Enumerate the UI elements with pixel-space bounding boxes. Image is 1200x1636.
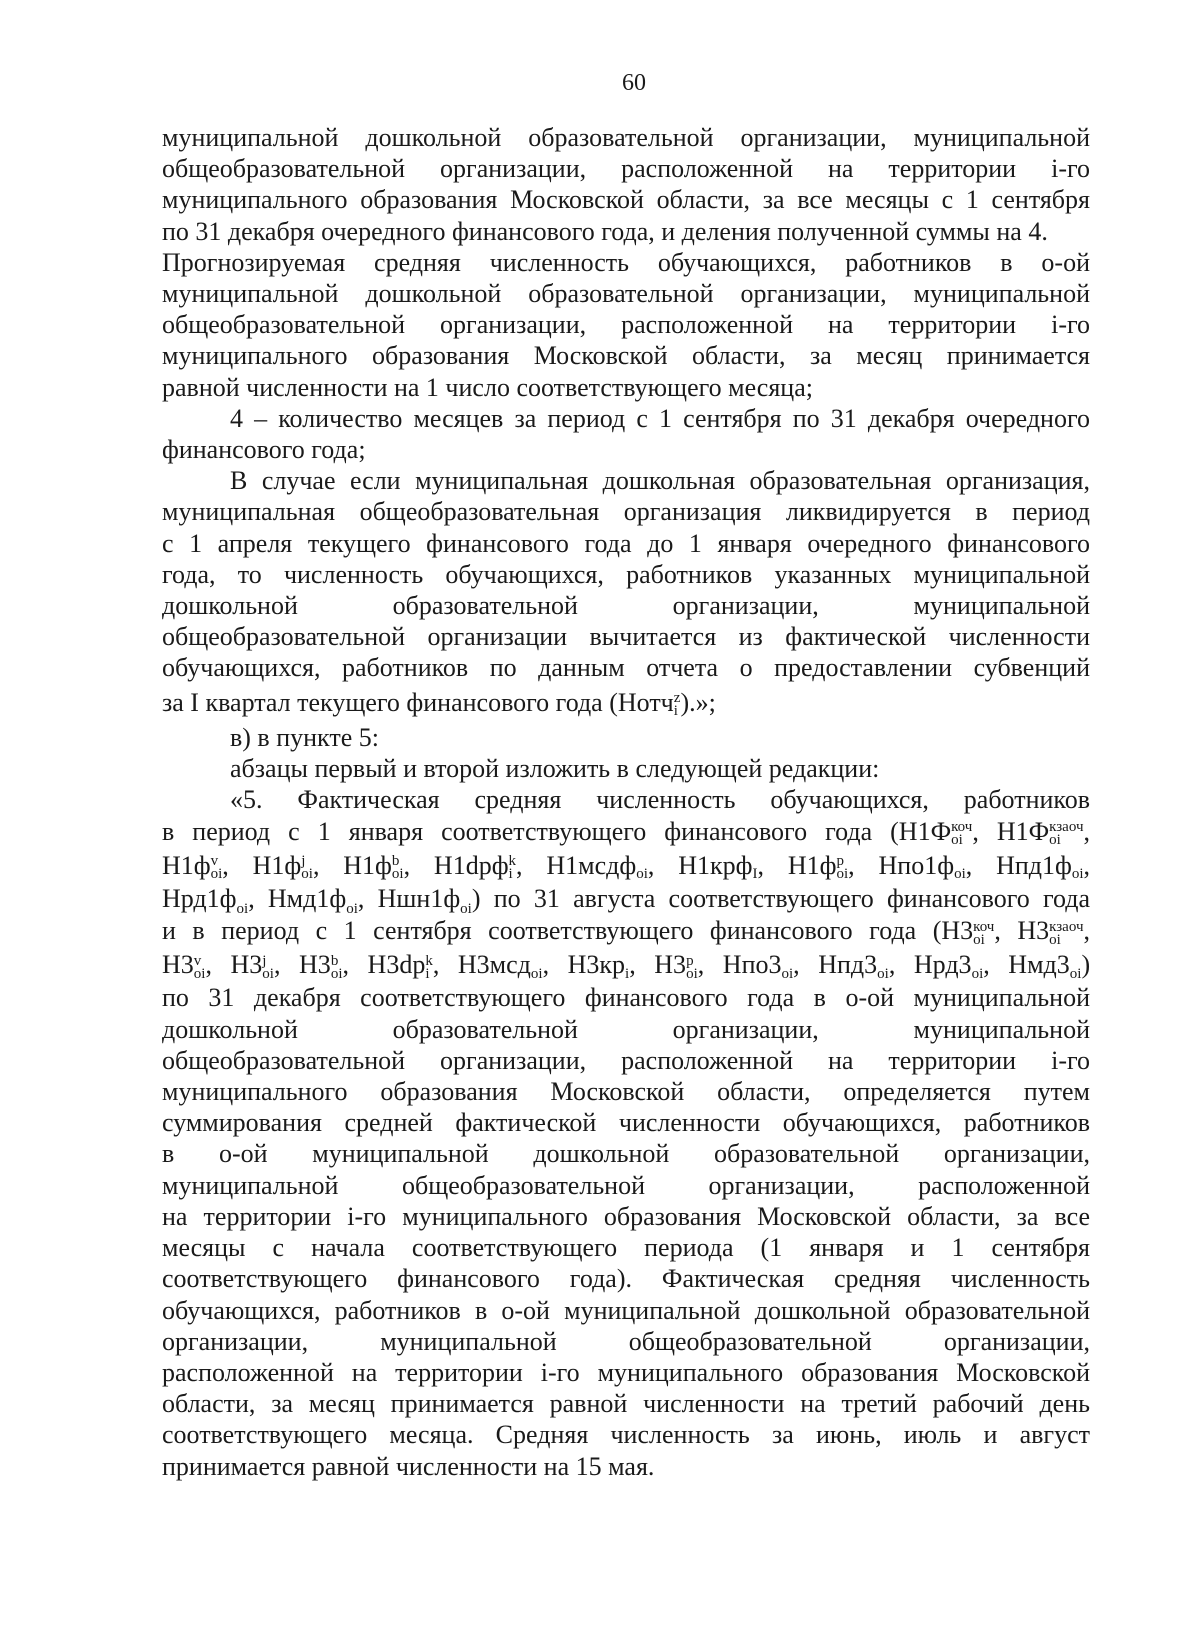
formula-indices <box>686 952 698 982</box>
formula-sub: oi <box>971 965 984 982</box>
formula-sep: , <box>793 950 800 980</box>
formula-indices <box>330 952 343 982</box>
formula-sup: b <box>330 952 339 969</box>
text-fragment: по 31 августа соответствующего финансового года <box>480 884 1090 914</box>
text-line: расположенной на территории i-го муниципального образования Московской <box>162 1357 1090 1387</box>
text-line: по 31 декабря очередного финансового года, и деления полученной суммы на 4. <box>162 216 1048 246</box>
text-line: муниципального образования Московской области, определяется путем <box>162 1077 1090 1107</box>
formula-indices <box>972 955 984 981</box>
text-line: принимается равной численности на 15 мая. <box>162 1451 655 1481</box>
formula-sup: j <box>301 853 306 870</box>
formula-sub: oi <box>193 965 206 982</box>
formula-sup: j <box>262 952 267 969</box>
formula-indices <box>301 855 313 881</box>
formula-sub: oi <box>1069 965 1082 982</box>
formula-term <box>818 950 896 982</box>
formula-sup: k <box>425 952 433 969</box>
text-line: финансового года; <box>162 435 366 465</box>
formula-term <box>457 950 550 982</box>
formula-sub: oi <box>210 866 223 883</box>
formula-base: Нотч <box>617 687 674 717</box>
page-number: 60 <box>622 70 646 96</box>
formula-items <box>162 884 481 918</box>
formula-base: Ншн1ф <box>377 884 461 914</box>
formula-sub: oi <box>530 965 543 982</box>
formula-sup: кзаоч <box>1049 918 1084 935</box>
text-line: общеобразовательной организации, расположенной на территории i-го <box>162 1045 1090 1075</box>
formula-sub: oi <box>686 965 698 982</box>
formula-sep: , <box>757 851 765 881</box>
text-line: муниципальная общеобразовательная организация ликвидируется в период <box>162 497 1090 527</box>
formula-sub: oi <box>460 901 472 918</box>
formula-indices <box>877 955 889 981</box>
formula-sub: oi <box>636 866 648 883</box>
formula-indices <box>1070 955 1082 981</box>
formula-sup: v <box>193 952 202 969</box>
formula-base: Нпд1ф <box>996 851 1072 881</box>
text-fragment: , Н1Ф <box>972 817 1050 847</box>
text-line: дошкольной образовательной организации, муниципальной <box>162 1014 1090 1044</box>
formula-base: Н1ф <box>787 851 837 881</box>
text-line: месяцы с начала соответствующего периода (1 января и 1 сентября <box>162 1233 1090 1263</box>
formula-base: Н3кр <box>567 950 626 980</box>
text-line-subpoint: в) в пункте 5: <box>230 722 379 752</box>
formula-sub: oi <box>951 832 963 849</box>
formula-sup: p <box>836 853 844 870</box>
formula-sep: , <box>542 950 550 980</box>
formula-indices <box>951 821 972 847</box>
text-line: области, за месяц принимается равной численности на третий рабочий день <box>162 1389 1090 1419</box>
formula-sep: , <box>357 884 365 914</box>
text-line: общеобразовательной организации вычитается из фактической численности <box>162 622 1090 652</box>
formula-indices <box>211 855 223 881</box>
formula-line-3 <box>162 948 1090 982</box>
formula-sep: , <box>205 950 212 980</box>
text-block-1 <box>162 122 1090 684</box>
text-fragment: за I квартал текущего финансового года ( <box>162 687 618 717</box>
formula-term <box>678 851 765 883</box>
text-line: с 1 апреля текущего финансового года до 1 января очередного финансового <box>162 528 1090 558</box>
formula-sup: коч <box>951 819 973 836</box>
formula-sub: oi <box>836 866 849 883</box>
text-line: 4 – количество месяцев за период с 1 сентября по 31 декабря очередного <box>230 403 1090 433</box>
formula-term <box>267 884 365 918</box>
formula-sub: oi <box>781 965 794 982</box>
formula-sep: , <box>983 950 990 980</box>
formula-sep: , <box>647 851 655 881</box>
formula-indices <box>425 952 433 982</box>
formula-sub: oi <box>346 901 358 918</box>
formula-base: Нрд1ф <box>162 884 237 914</box>
formula-term <box>230 950 281 982</box>
formula-base: Н1крф <box>678 851 753 881</box>
formula-sep: , <box>965 851 973 881</box>
formula-base: Н1мсдф <box>546 851 637 881</box>
formula-term <box>787 851 855 883</box>
document-body <box>162 122 1090 1482</box>
formula-sep: , <box>432 950 440 980</box>
formula-sub: oi <box>1049 832 1061 849</box>
formula-base: Н1ф <box>162 851 211 881</box>
text-line-period-jan <box>162 815 1090 849</box>
text-fragment: и в период с 1 сентября соответствующего финансового года (Н3 <box>162 916 974 946</box>
formula-term <box>162 851 229 883</box>
text-line: дошкольной образовательной организации, муниципальной <box>162 591 1090 621</box>
formula-indices <box>531 955 543 981</box>
formula-sep: , <box>1083 851 1091 881</box>
formula-sep: , <box>516 851 523 881</box>
text-fragment: , <box>1083 916 1090 946</box>
formula-sep: , <box>629 950 636 980</box>
formula-base: Н3 <box>162 950 194 980</box>
formula-term <box>913 950 990 982</box>
formula-term <box>1008 950 1091 982</box>
formula-sep: , <box>697 950 705 980</box>
formula-sub: oi <box>236 901 249 918</box>
formula-sub: i <box>625 965 630 982</box>
formula-term <box>299 950 349 982</box>
text-line: соответствующего финансового года). Фактическая средняя численность <box>162 1264 1090 1294</box>
text-fragment: , Н3 <box>994 916 1050 946</box>
text-line: по 31 декабря соответствующего финансового года в о-ой муниципальной <box>162 983 1090 1013</box>
formula-indices <box>837 855 849 881</box>
text-line: муниципальной общеобразовательной организации, расположенной <box>162 1170 1090 1200</box>
formula-sub: oi <box>1071 866 1084 883</box>
formula-term <box>567 950 636 982</box>
text-fragment: в период с 1 января соответствующего финансового года (Н1Ф <box>162 817 952 847</box>
formula-base: Нмд1ф <box>267 884 347 914</box>
formula-sub: oi <box>330 965 343 982</box>
text-line: в о-ой муниципальной дошкольной образовательной организации, <box>162 1139 1090 1169</box>
formula-sup: коч <box>973 918 995 935</box>
formula-base: Н3мсд <box>457 950 531 980</box>
formula-term <box>377 884 481 918</box>
formula-indices <box>392 855 404 881</box>
formula-base: Нрд3 <box>913 950 972 980</box>
formula-sep: ) <box>471 884 481 914</box>
formula-base: Нмд3 <box>1008 950 1070 980</box>
formula-sub: oi <box>1049 931 1061 948</box>
formula-sep: , <box>342 950 349 980</box>
formula-term <box>252 851 320 883</box>
text-line: обучающихся, работников в о-ой муниципальной дошкольной образовательной <box>162 1295 1090 1325</box>
formula-sep: , <box>848 851 855 881</box>
formula-sub: oi <box>262 965 274 982</box>
formula-term <box>433 851 523 883</box>
formula-sep: , <box>222 851 229 881</box>
text-line: организации, муниципальной общеобразовательной организации, <box>162 1326 1090 1356</box>
formula-sub: i <box>508 866 513 883</box>
formula-base: Н1dрф <box>433 851 509 881</box>
formula-indices <box>636 855 648 881</box>
formula-indices <box>1072 855 1084 881</box>
text-line: общеобразовательной организации, расположенной на территории i-го <box>162 154 1090 184</box>
formula-sub: oi <box>954 866 966 883</box>
text-line: муниципального образования Московской области, за все месяцы с 1 сентября <box>162 185 1090 215</box>
formula-term <box>162 950 212 982</box>
formula-sup: k <box>508 853 517 870</box>
text-line: года, то численность обучающихся, работников указанных муниципальной <box>162 559 1090 589</box>
formula-notch <box>618 688 681 717</box>
text-block-2 <box>162 982 1090 1481</box>
formula-sup: кзаоч <box>1049 819 1084 836</box>
formula-sup: b <box>391 853 400 870</box>
formula-indices <box>509 855 517 881</box>
formula-sep: , <box>312 851 320 881</box>
formula-indices <box>193 952 206 982</box>
formula-sub: oi <box>877 965 889 982</box>
formula-term <box>367 950 440 982</box>
formula-sub: i <box>673 702 678 719</box>
text-line: Прогнозируемая средняя численность обучающихся, работников в о-ой <box>162 247 1090 277</box>
text-line: обучающихся, работников по данным отчета о предоставлении субвенций <box>162 653 1090 683</box>
formula-base: Н1ф <box>343 851 392 881</box>
formula-sep: , <box>888 950 896 980</box>
text-line: равной численности на 1 число соответствующего месяца; <box>162 372 813 402</box>
formula-sep: , <box>248 884 255 914</box>
formula-base: Нпо3 <box>722 950 782 980</box>
formula-sep: ) <box>1081 950 1091 980</box>
text-line: соответствующего месяца. Средняя численность за июнь, июль и август <box>162 1420 1090 1450</box>
formula-indices <box>954 855 966 881</box>
formula-base: Н3dр <box>367 950 426 980</box>
text-line-period-sep <box>162 914 1090 948</box>
formula-sub: oi <box>391 866 404 883</box>
text-line: В случае если муниципальная дошкольная образовательная организация, <box>230 466 1090 496</box>
text-line: суммирования средней фактической численности обучающихся, работников <box>162 1108 1090 1138</box>
formula-term <box>343 851 411 883</box>
formula-term <box>546 851 655 883</box>
formula-term <box>162 884 255 918</box>
formula-indices <box>1049 821 1083 847</box>
text-line: муниципального образования Московской области, за месяц принимается <box>162 341 1090 371</box>
formula-base: Н3 <box>230 950 263 980</box>
formula-sub: i <box>425 965 430 982</box>
text-line: муниципальной дошкольной образовательной организации, муниципальной <box>162 279 1090 309</box>
formula-sup: p <box>686 952 694 969</box>
formula-sup: v <box>210 853 219 870</box>
text-line-quarter <box>162 684 1090 722</box>
formula-sub: I <box>752 866 758 883</box>
text-line: общеобразовательной организации, расположенной на территории i-го <box>162 310 1090 340</box>
text-line-point5: «5. Фактическая средняя численность обучающихся, работников <box>230 785 1090 815</box>
formula-base: Н1ф <box>252 851 302 881</box>
formula-term <box>996 851 1091 883</box>
formula-sub: oi <box>973 931 985 948</box>
formula-term <box>654 950 705 982</box>
formula-line-1 <box>162 849 1090 883</box>
formula-indices <box>973 918 995 948</box>
formula-sup: z <box>673 689 681 706</box>
text-line-paragraphs: абзацы первый и второй изложить в следующей редакции: <box>230 753 880 783</box>
text-line: муниципальной дошкольной образовательной организации, муниципальной <box>162 123 1090 152</box>
formula-base: Н3 <box>299 950 331 980</box>
formula-line-2 <box>162 883 1090 918</box>
text-fragment: ).»; <box>680 687 716 717</box>
text-fragment: , <box>1083 817 1090 847</box>
formula-sub: oi <box>301 866 313 883</box>
formula-sep: , <box>273 950 281 980</box>
formula-base: Н3 <box>654 950 687 980</box>
formula-sep: , <box>403 851 411 881</box>
formula-indices <box>262 952 274 982</box>
formula-term <box>878 851 973 883</box>
formula-term <box>722 950 800 982</box>
text-line: на территории i-го муниципального образования Московской области, за все <box>162 1201 1090 1231</box>
formula-base: Нпо1ф <box>878 851 955 881</box>
formula-indices <box>782 955 794 981</box>
formula-base: Нпд3 <box>818 950 878 980</box>
formula-indices <box>1049 918 1084 948</box>
